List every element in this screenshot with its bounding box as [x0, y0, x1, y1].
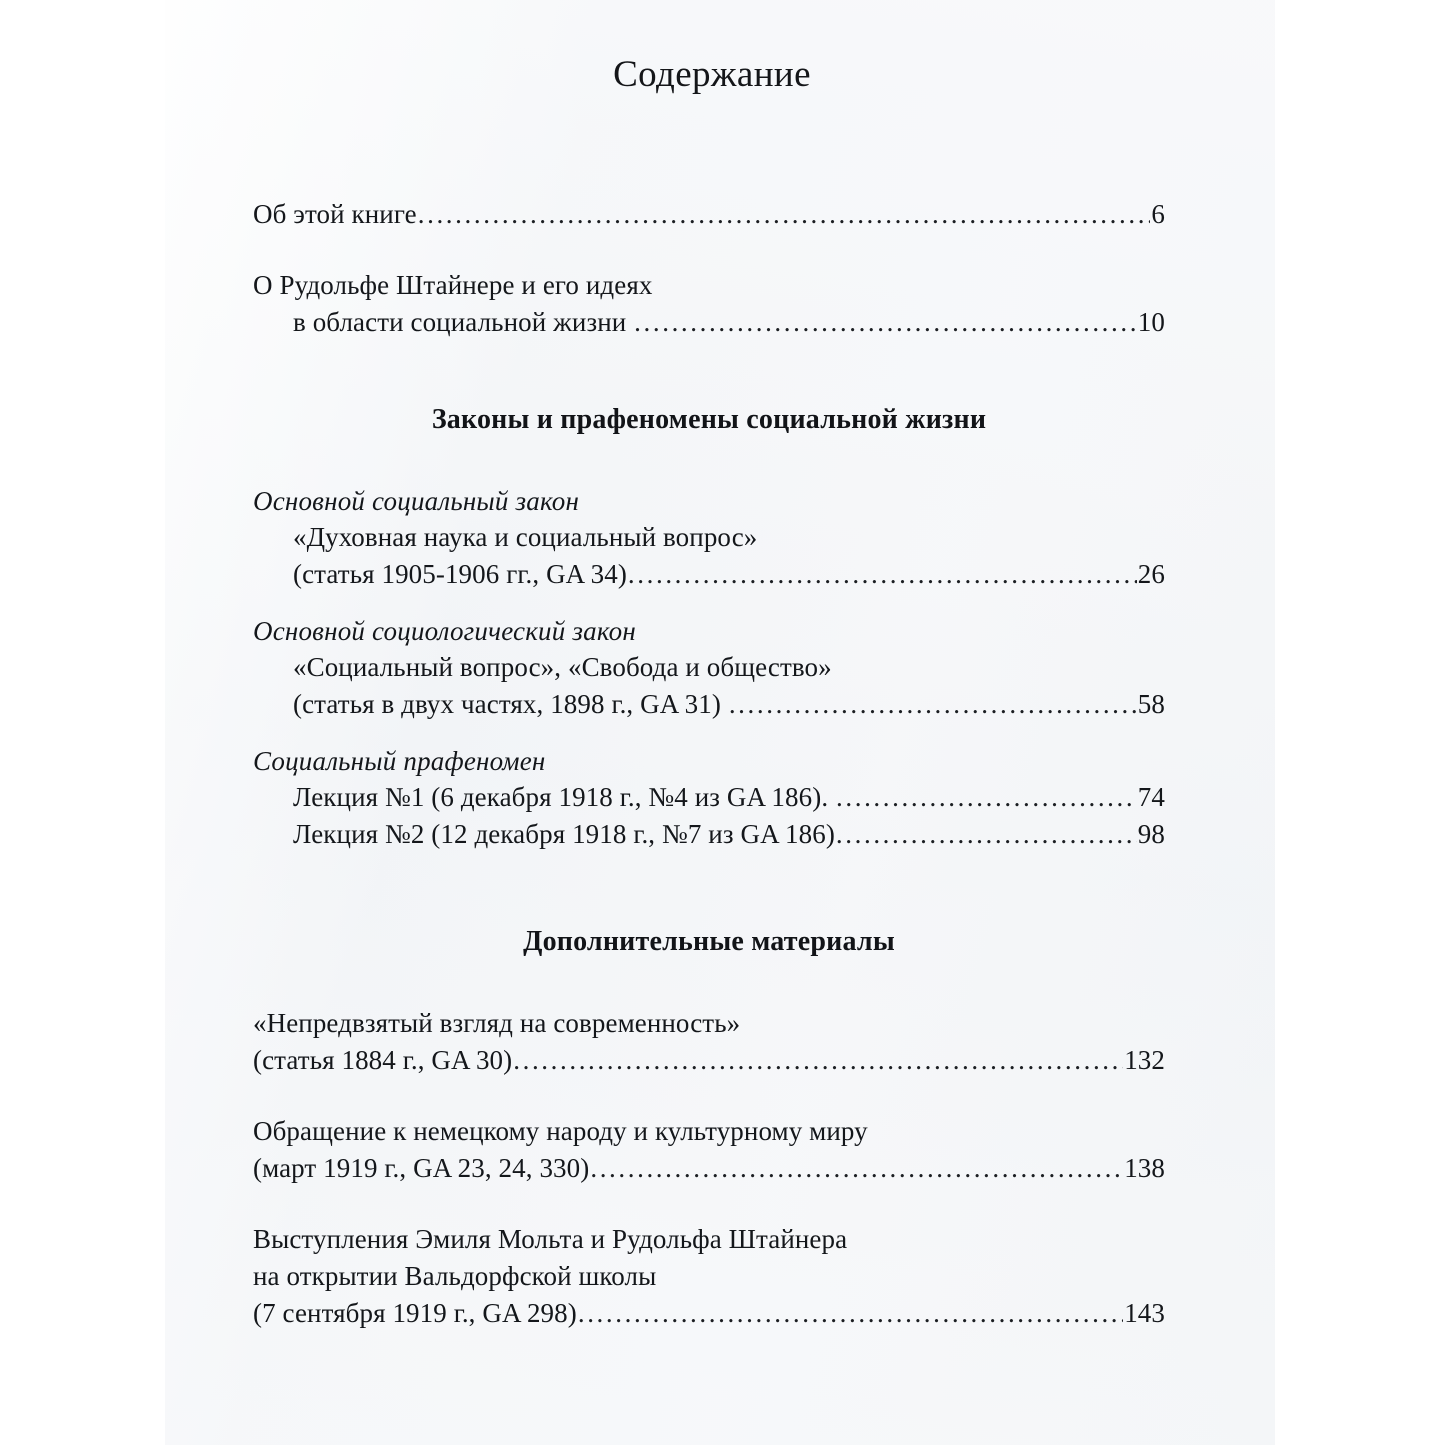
toc-page-number: 132: [1124, 1045, 1165, 1075]
toc-entry-label: (7 сентября 1919 г., GA 298): [253, 1298, 577, 1328]
toc-entry-label: на открытии Вальдорфской школы: [253, 1261, 657, 1291]
toc-entry-label: (март 1919 г., GA 23, 24, 330): [253, 1153, 590, 1183]
dot-leader: [836, 779, 1137, 816]
toc-leader-row: [293, 556, 1165, 593]
toc-entry-label: (статья в двух частях, 1898 г., GA 31): [293, 689, 728, 719]
group-spacer: [253, 1079, 1165, 1113]
toc-group-label: Основной социологический закон: [253, 616, 636, 646]
toc-leader-row: [293, 304, 1165, 341]
dot-leader: [418, 196, 1151, 233]
toc-page-number: 98: [1137, 819, 1165, 849]
toc-section-heading: Дополнительные материалы: [523, 926, 895, 957]
toc-entry-label: Обращение к немецкому народу и культурному миру: [253, 1116, 868, 1146]
toc-entry-line[interactable]: [253, 1258, 1165, 1295]
toc-leader-row: [253, 1295, 1165, 1332]
toc-entry-label: Лекция №2 (12 декабря 1918 г., №7 из GA 186): [293, 819, 835, 849]
toc-entry-line[interactable]: [253, 686, 1165, 723]
toc-entry-line[interactable]: [253, 1005, 1165, 1042]
heading-spacer: [253, 437, 1165, 483]
toc-group-label: Основной социальный закон: [253, 486, 580, 516]
toc-group-label: Социальный прафеномен: [253, 746, 546, 776]
toc-entry-line[interactable]: [253, 816, 1165, 853]
toc-leader-row: [253, 196, 1165, 233]
toc-leader-row: [253, 1042, 1165, 1079]
dot-leader: [634, 304, 1137, 341]
section-spacer: [253, 341, 1165, 403]
toc-entry-label: (статья 1884 г., GA 30): [253, 1045, 513, 1075]
section-spacer: [253, 853, 1165, 925]
dot-leader: [513, 1042, 1123, 1079]
toc-page-number: 138: [1124, 1153, 1165, 1183]
toc-list: [253, 196, 1165, 1332]
toc-entry-label: О Рудольфе Штайнере и его идеях: [253, 270, 653, 300]
group-spacer: [253, 723, 1165, 743]
toc-entry-label: Лекция №1 (6 декабря 1918 г., №4 из GA 186).: [293, 782, 836, 812]
page-title: Содержание: [613, 54, 811, 95]
toc-leader-row: [253, 1150, 1165, 1187]
dot-leader: [836, 816, 1137, 853]
toc-entry-line[interactable]: [253, 519, 1165, 556]
toc-page-number: 26: [1137, 559, 1165, 589]
toc-page-number: 74: [1137, 782, 1165, 812]
toc-page-number: 58: [1137, 689, 1165, 719]
toc-leader-row: [293, 686, 1165, 723]
dot-leader: [628, 556, 1137, 593]
heading-spacer: [253, 959, 1165, 1005]
dot-leader: [578, 1295, 1123, 1332]
toc-entry-label: «Духовная наука и социальный вопрос»: [293, 522, 758, 552]
toc-page-number: 6: [1151, 199, 1165, 229]
dot-leader: [590, 1150, 1123, 1187]
toc-entry-line[interactable]: [253, 649, 1165, 686]
toc-page-number: 10: [1137, 307, 1165, 337]
toc-entry-label: Выступления Эмиля Мольта и Рудольфа Штайнера: [253, 1224, 848, 1254]
toc-entry-line[interactable]: [253, 304, 1165, 341]
toc-entry-label: в области социальной жизни: [293, 307, 634, 337]
toc-entry-label: (статья 1905-1906 гг., GA 34): [293, 559, 627, 589]
toc-section-heading: Законы и прафеномены социальной жизни: [431, 404, 987, 435]
group-spacer: [253, 1187, 1165, 1221]
toc-entry-line[interactable]: [253, 1113, 1165, 1150]
toc-leader-row: [293, 779, 1165, 816]
toc-entry-line[interactable]: [253, 196, 1165, 233]
group-spacer: [253, 593, 1165, 613]
toc-entry-line[interactable]: [253, 1221, 1165, 1258]
toc-entry-label: Об этой книге: [253, 199, 417, 229]
entry-spacer: [253, 233, 1165, 267]
toc-leader-row: [293, 816, 1165, 853]
toc-entry-line[interactable]: [253, 1295, 1165, 1332]
toc-entry-label: «Социальный вопрос», «Свобода и общество»: [293, 652, 832, 682]
toc-entry-line[interactable]: [253, 1042, 1165, 1079]
toc-entry-line[interactable]: [253, 267, 1165, 304]
toc-entry-label: «Непредвзятый взгляд на современность»: [253, 1008, 741, 1038]
toc-page-number: 143: [1124, 1298, 1165, 1328]
toc-entry-line[interactable]: [253, 779, 1165, 816]
toc-entry-line[interactable]: [253, 1150, 1165, 1187]
dot-leader: [729, 686, 1137, 723]
toc-entry-line[interactable]: [253, 556, 1165, 593]
